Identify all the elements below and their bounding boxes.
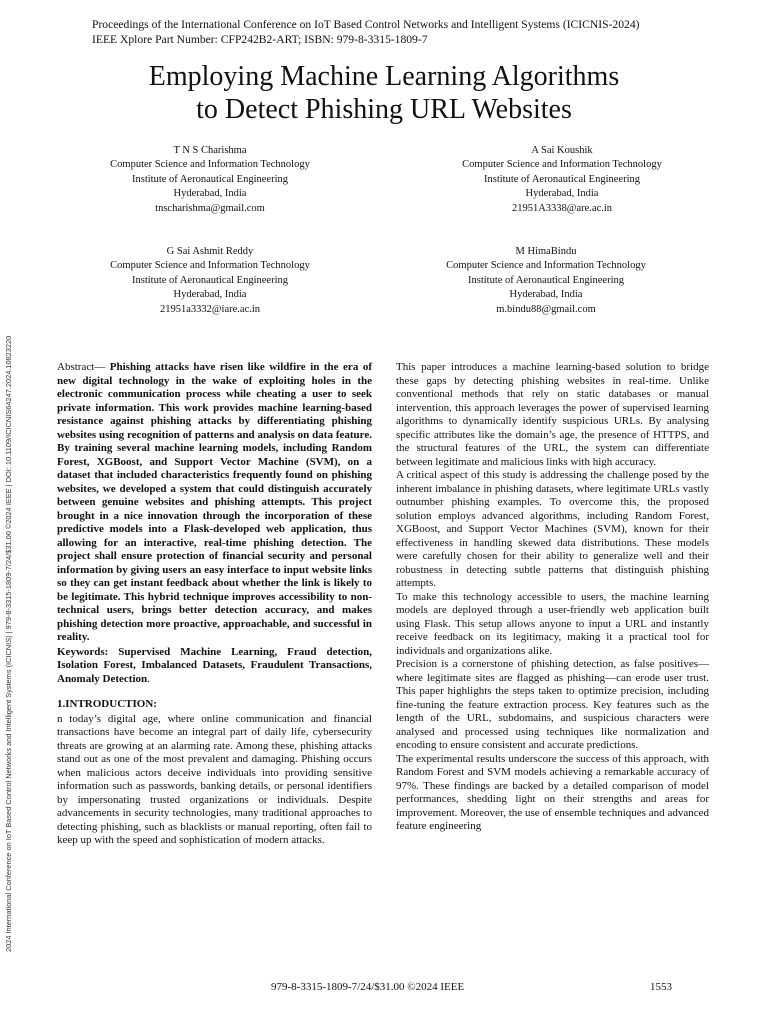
abstract-lead: Abstract— [57,361,106,373]
body-paragraph-1: This paper introduces a machine learning-based solution to bridge these gaps by detecting phishing websites in real-time. Unlike conventional methods that rely on static databases or manual intervention, this approach leverages the power of supervised learning algorithms to dynamically identify suspicious URLs. By analysing specific attributes like the domain’s age, the presence of HTTPS, and the structural features of the URL, the system can differentiate between legitimate and malicious links with high accuracy. [396,361,709,468]
conference-header [92,17,732,47]
abstract-body: Phishing attacks have risen like wildfire in the era of new digital technology in the wake of exploiting holes in the electronic communication process while cheating a user to seek private information. This work provides machine learning-based resistance against phishing attacks by differentiating phishing websites using recognition of patterns and analysis on data feature. By training several machine learning models, including Random Forest, XGBoost, and Support Vector Machine (SVM), on a dataset that included characteristics frequently found on phishing websites, we developed a system that could distinguish accurately between genuine websites and phishing attempts. This project brought in a nice innovation through the incorporation of these predictive models into a Flask-developed web application, thus allowing for an interactive, real-time phishing detection. The project shall ensure protection of financial security and personal information by giving users an easy interface to input website links so they can get instant feedback about whether the link is likely to be legitimate. This hybrid technique improves accessibility to non-technical users, brings better detection accuracy, and makes phishing detection more proactive, approachable, and successful in reality. [57,361,372,643]
abstract [57,361,372,645]
author-block-4 [416,245,676,317]
keywords-text: Keywords: Supervised Machine Learning, Fraud detection, Isolation Forest, Imbalanced Datasets, Fraudulent Transactions, Anomaly Detection [57,645,372,685]
paper-title [0,60,768,126]
author-dept: Computer Science and Information Technology [462,159,662,171]
section-heading-introduction: 1.INTRODUCTION: [57,698,157,710]
author-dept: Computer Science and Information Technology [446,260,646,272]
title-line-1: Employing Machine Learning Algorithms [148,61,620,92]
body-paragraph-2: A critical aspect of this study is addressing the challenge posed by the inherent imbalance in phishing datasets, where legitimate URLs vastly outnumber phishing examples. To overcome this, the proposed solution employs advanced algorithms, including Random Forest, XGBoost, and Support Vector Machines (SVM), known for their effectiveness in handling skewed data distributions. These models were carefully chosen for their ability to generalize well and their robustness in detecting subtle patterns that distinguish phishing attempts. [396,469,709,589]
author-name: M HimaBindu [515,246,577,257]
author-block-3 [80,245,340,317]
left-column [57,361,372,848]
author-block-2 [432,144,692,216]
author-email: tnscharishma@gmail.com [155,202,265,214]
author-block-1 [80,144,340,216]
author-email: 21951A3338@are.ac.in [511,202,613,214]
author-email: m.bindu88@gmail.com [496,303,596,315]
title-line-2: to Detect Phishing URL Websites [196,94,572,125]
author-dept: Computer Science and Information Technology [110,260,310,272]
author-city: Hyderabad, India [525,188,599,200]
author-name: T N S Charishma [173,145,247,156]
author-name: A Sai Koushik [531,145,593,156]
author-institution: Institute of Aeronautical Engineering [132,274,288,286]
author-institution: Institute of Aeronautical Engineering [468,274,624,286]
author-email: 21951a3332@iare.ac.in [159,303,261,315]
body-paragraph-4: Precision is a cornerstone of phishing detection, as false positives—where legitimate sites are flagged as phishing—can erode user trust. This paper highlights the steps taken to optimize precision, including fine-tuning the feature extraction process. Key features such as the length of the URL, subdomains, and suspicious characters were analysed and processed using techniques like normalization and encoding to ensure consistent and accurate predictions. [396,658,709,751]
body-paragraph-5: The experimental results underscore the success of this approach, with Random Forest and SVM models achieving a remarkable accuracy of 97%. These findings are backed by a detailed comparison of model performances, shedding light on their strengths and areas for improvement. Moreover, the use of ensemble techniques and advanced feature engineering [396,752,709,832]
author-city: Hyderabad, India [173,289,247,301]
ieee-part-number: IEEE Xplore Part Number: CFP242B2-ART; ISBN: 979-8-3315-1809-7 [92,33,428,46]
author-city: Hyderabad, India [173,188,247,200]
author-institution: Institute of Aeronautical Engineering [484,173,640,185]
footer-isbn: 979-8-3315-1809-7/24/$31.00 ©2024 IEEE [271,981,465,993]
right-column [396,361,709,834]
body-paragraph-3: To make this technology accessible to users, the machine learning models are deployed through a user-friendly web application built using Flask. This setup allows anyone to input a URL and instantly receive feedback on its legitimacy, making it a practical tool for individuals and organizations alike. [396,590,709,657]
page-number: 1553 [650,981,672,993]
conference-name: Proceedings of the International Conference on IoT Based Control Networks and Intelligent Systems (ICICNIS-2024) [92,18,640,31]
intro-paragraph: n today’s digital age, where online communication and financial transactions have become an integral part of daily life, cybersecurity threats are growing at an alarming rate. Among these, phishing attacks stand out as one of the most prevalent and damaging. Phishing occurs when malicious actors deceive individuals into providing sensitive information such as passwords, banking details, or personal identifiers by impersonating trusted organizations or individuals. Despite advancements in security technologies, many traditional approaches to detecting phishing, such as blacklists or manual reporting, often fail to keep up with the speed and sophistication of modern attacks. [57,712,372,846]
sidebar-doi-strip: 2024 International Conference on IoT Based Control Networks and Intelligent Systems (ICICNIS) | 979-8-3315-1809-7/24/$31.00 ©2024 IEEE | DOI: 10.1109/ICICNIS64247.2024.10823220 [4,335,13,952]
author-institution: Institute of Aeronautical Engineering [132,173,288,185]
author-dept: Computer Science and Information Technology [110,159,310,171]
keywords: Keywords: Supervised Machine Learning, Fraud detection, Isolation Forest, Imbalanced Datasets, Fraudulent Transactions, Anomaly Detection. [57,645,372,685]
author-name: G Sai Ashmit Reddy [166,246,254,257]
author-city: Hyderabad, India [509,289,583,301]
